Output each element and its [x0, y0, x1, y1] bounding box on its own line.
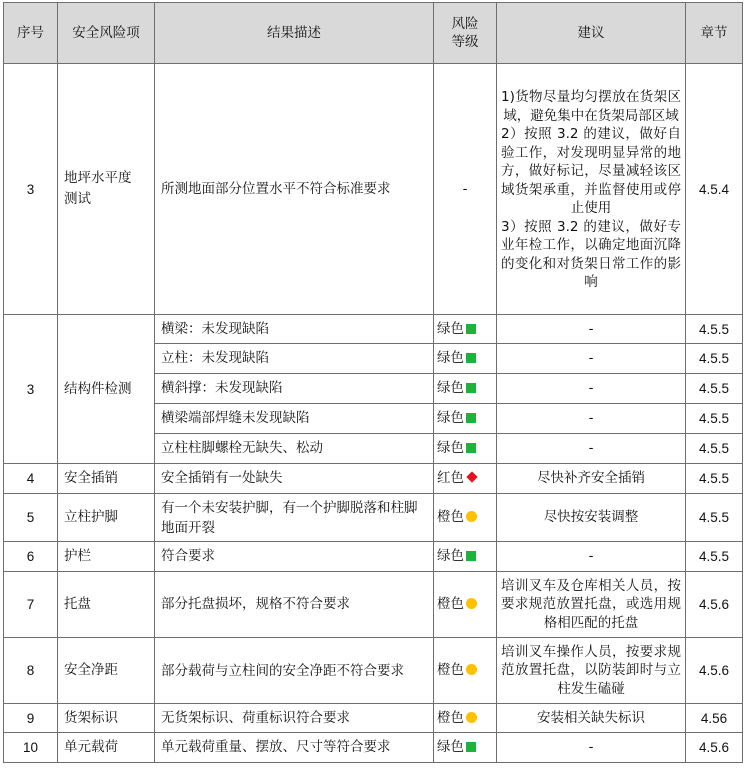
- row-section: 4.5.5: [686, 315, 743, 344]
- table-row: [4, 733, 743, 763]
- risk-label: 绿色: [437, 410, 464, 426]
- row-section: 4.5.5: [686, 344, 743, 374]
- table-row: [4, 315, 743, 344]
- header-risk-line2: 等级: [451, 34, 479, 50]
- row-section: 4.5.5: [686, 374, 743, 404]
- row-item: 地坪水平度 测试: [58, 64, 155, 315]
- header-section: 章节: [686, 3, 743, 64]
- row-desc: 横梁端部焊缝未发现缺陷: [155, 404, 434, 434]
- row-section: 4.5.6: [686, 733, 743, 763]
- table-row: [4, 704, 743, 733]
- row-section: 4.5.6: [686, 572, 743, 638]
- row-section: 4.56: [686, 704, 743, 733]
- table-row: [4, 572, 743, 638]
- row-section: 4.5.5: [686, 494, 743, 542]
- row-desc: 立柱：未发现缺陷: [155, 344, 434, 374]
- row-section: 4.5.5: [686, 434, 743, 464]
- row-item: 货架标识: [58, 704, 155, 733]
- risk-label: 橙色: [437, 709, 464, 726]
- green-square-icon: [466, 324, 476, 334]
- row-risk: [434, 542, 497, 572]
- row-advice: -: [497, 434, 686, 464]
- row-desc: 有一个未安装护脚，有一个护脚脱落和柱脚地面开裂: [155, 494, 434, 542]
- row-advice: 尽快补齐安全插销: [497, 464, 686, 494]
- row-risk: [434, 733, 497, 763]
- row-risk: [434, 572, 497, 638]
- row-no: 10: [4, 733, 58, 763]
- risk-label: 橙色: [437, 662, 464, 678]
- row-risk: [434, 404, 497, 434]
- header-advice: 建议: [497, 3, 686, 64]
- row-risk: [434, 464, 497, 494]
- row-desc: 安全插销有一处缺失: [155, 464, 434, 494]
- risk-assessment-table: [3, 2, 743, 763]
- row-desc: 立柱柱脚螺栓无缺失、松动: [155, 434, 434, 464]
- header-desc: 结果描述: [155, 3, 434, 64]
- row-advice: 安装相关缺失标识: [497, 704, 686, 733]
- red-diamond-icon: [466, 471, 477, 482]
- green-square-icon: [466, 551, 476, 561]
- row-risk: -: [434, 64, 497, 315]
- green-square-icon: [466, 443, 476, 453]
- row-risk: [434, 344, 497, 374]
- row-advice: -: [497, 315, 686, 344]
- row-desc: 单元载荷重量、摆放、尺寸等符合要求: [155, 733, 434, 763]
- row-no: 4: [4, 464, 58, 494]
- risk-label: 绿色: [437, 440, 464, 456]
- table-row: [4, 542, 743, 572]
- row-section: 4.5.5: [686, 464, 743, 494]
- row-item: 立柱护脚: [58, 494, 155, 542]
- risk-label: 绿色: [437, 548, 464, 564]
- row-item: 护栏: [58, 542, 155, 572]
- row-advice: -: [497, 344, 686, 374]
- row-advice: -: [497, 733, 686, 763]
- row-advice: 尽快按安装调整: [497, 494, 686, 542]
- table-row: [4, 494, 743, 542]
- orange-circle-icon: [466, 598, 477, 609]
- row-section: 4.5.5: [686, 542, 743, 572]
- risk-label: 绿色: [437, 320, 464, 337]
- row-section: 4.5.5: [686, 404, 743, 434]
- table-row: [4, 638, 743, 704]
- row-advice: -: [497, 374, 686, 404]
- row-item: 安全插销: [58, 464, 155, 494]
- green-square-icon: [466, 413, 476, 423]
- row-advice: [497, 64, 686, 315]
- row-item: 单元载荷: [58, 733, 155, 763]
- row-desc: 所测地面部分位置水平不符合标准要求: [155, 64, 434, 315]
- advice-line-2: 2）按照 3.2 的建议，做好自验工作，对发现明显异常的地方，做好标记，尽量减轻该区域货架承重，并监督使用或停止使用: [501, 126, 681, 217]
- row-no: 3: [4, 315, 58, 464]
- green-square-icon: [466, 353, 476, 363]
- row-risk: [434, 374, 497, 404]
- orange-circle-icon: [466, 712, 477, 723]
- header-item: 安全风险项: [58, 3, 155, 64]
- risk-label: 绿色: [437, 350, 464, 366]
- row-no: 8: [4, 638, 58, 704]
- header-risk: [434, 3, 497, 64]
- table-row: [4, 464, 743, 494]
- risk-label: 绿色: [437, 380, 464, 396]
- green-square-icon: [466, 742, 476, 752]
- row-risk: [434, 704, 497, 733]
- row-no: 9: [4, 704, 58, 733]
- header-risk-line1: 风险: [451, 16, 479, 32]
- row-advice: -: [497, 404, 686, 434]
- row-advice: 培训叉车操作人员，按要求规范放置托盘，以防装卸时与立柱发生磕碰: [497, 638, 686, 704]
- orange-circle-icon: [466, 511, 477, 522]
- green-square-icon: [466, 383, 476, 393]
- risk-label: 绿色: [437, 739, 464, 755]
- row-desc: 部分托盘损坏，规格不符合要求: [155, 572, 434, 638]
- row-risk: [434, 494, 497, 542]
- row-advice: -: [497, 542, 686, 572]
- row-item: 结构件检测: [58, 315, 155, 464]
- risk-label: 橙色: [437, 509, 464, 525]
- row-item: 安全净距: [58, 638, 155, 704]
- orange-circle-icon: [466, 664, 477, 675]
- row-desc: 符合要求: [155, 542, 434, 572]
- row-section: 4.5.4: [686, 64, 743, 315]
- row-no: 3: [4, 64, 58, 315]
- row-no: 6: [4, 542, 58, 572]
- row-desc: 部分载荷与立柱间的安全净距不符合要求: [155, 638, 434, 704]
- row-desc: 横斜撑：未发现缺陷: [155, 374, 434, 404]
- advice-line-3: 3）按照 3.2 的建议，做好专业年检工作，以确定地面沉降的变化和对货架日常工作的影响: [501, 218, 681, 291]
- row-no: 5: [4, 494, 58, 542]
- row-risk: [434, 434, 497, 464]
- risk-label: 红色: [437, 470, 464, 486]
- row-section: 4.5.6: [686, 638, 743, 704]
- row-no: 7: [4, 572, 58, 638]
- header-row: [4, 3, 743, 64]
- table-row: [4, 64, 743, 315]
- row-risk: [434, 315, 497, 344]
- advice-line-1: 1)货物尽量均匀摆放在货架区域，避免集中在货架局部区域: [501, 89, 681, 124]
- row-risk: [434, 638, 497, 704]
- row-desc: 横梁：未发现缺陷: [155, 315, 434, 344]
- row-item: 托盘: [58, 572, 155, 638]
- risk-label: 橙色: [437, 596, 464, 612]
- header-no: 序号: [4, 3, 58, 64]
- row-advice: 培训叉车及仓库相关人员，按要求规范放置托盘，或选用规格相匹配的托盘: [497, 572, 686, 638]
- row-desc: 无货架标识、荷重标识符合要求: [155, 704, 434, 733]
